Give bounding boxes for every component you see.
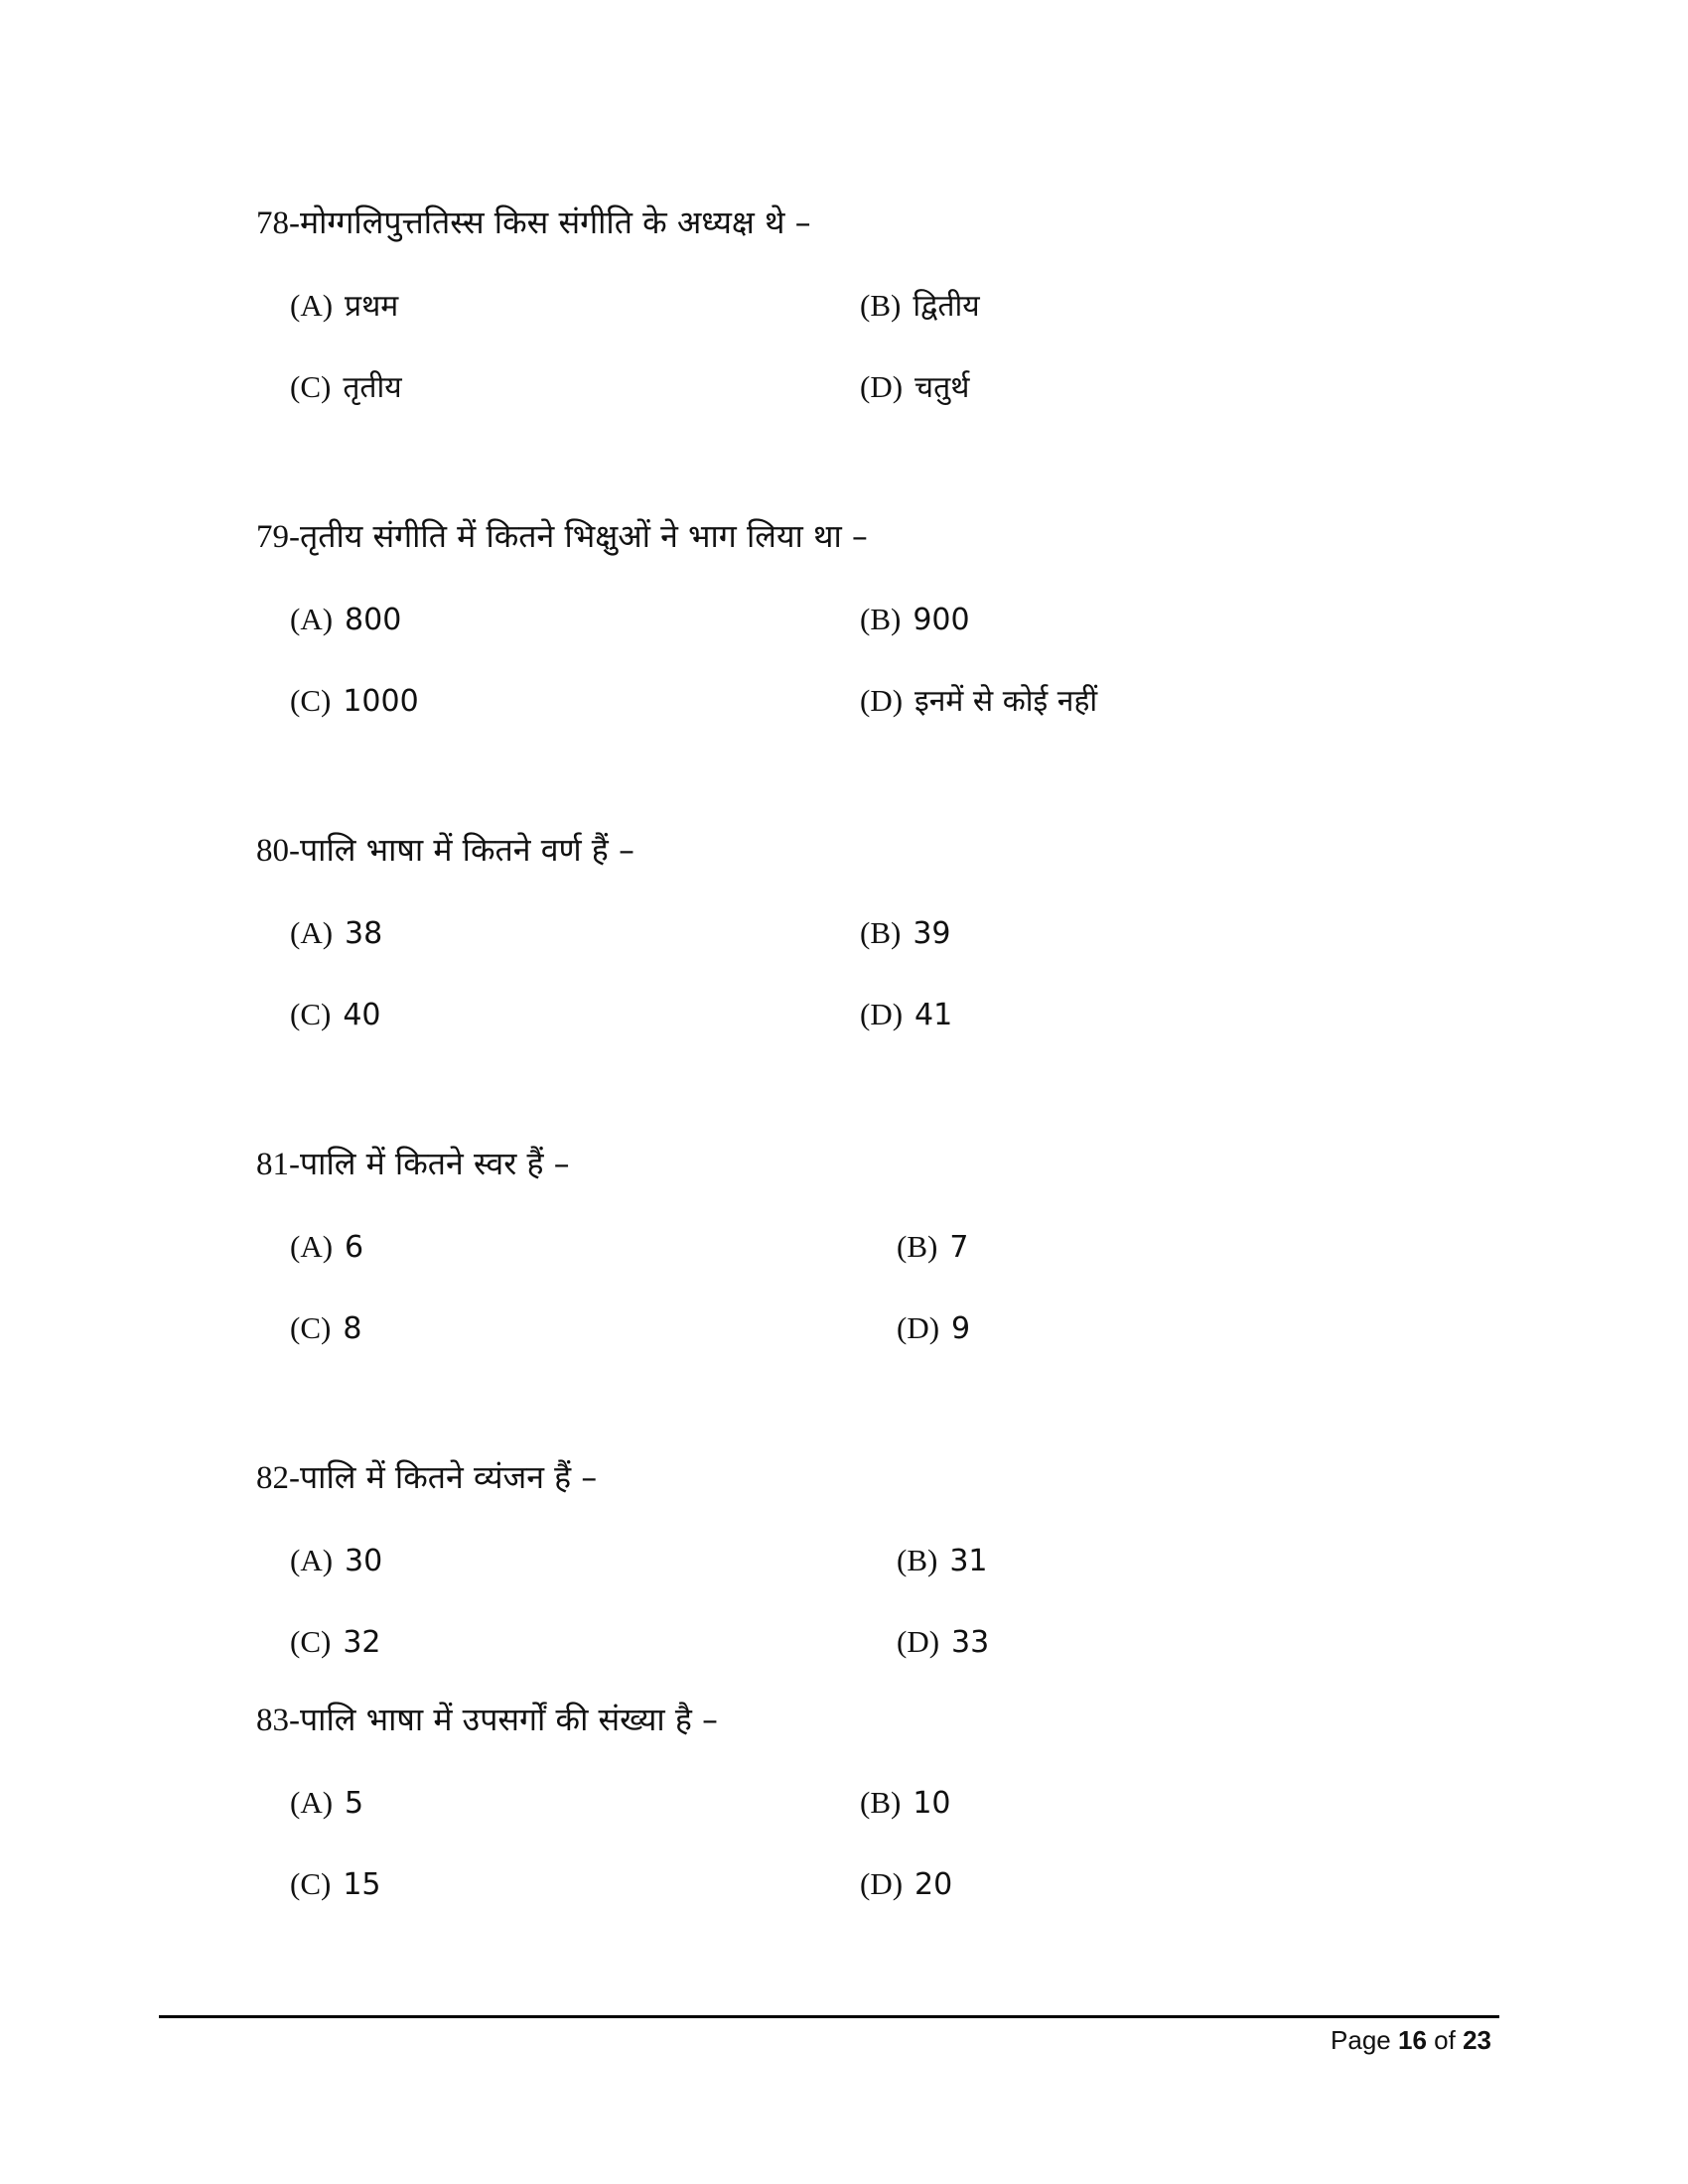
option-d: (D) 9 (897, 1310, 971, 1346)
option-a: (A) 5 (290, 1785, 364, 1821)
option-a: (A) 800 (290, 602, 402, 637)
question-number: 78- (256, 205, 300, 241)
question-number: 80- (256, 833, 300, 869)
current-page: 16 (1398, 2025, 1427, 2055)
total-pages: 23 (1463, 2025, 1491, 2055)
question-number: 81- (256, 1147, 300, 1182)
question-83 (256, 1700, 718, 1740)
option-d: (D) इनमें से कोई नहीं (860, 683, 1098, 719)
option-a: (A) 30 (290, 1543, 383, 1578)
option-b: (B) 39 (860, 915, 951, 951)
question-text: पालि में कितने स्वर हैं – (300, 1145, 570, 1182)
page-separator: of (1434, 2025, 1456, 2055)
option-c: (C) तृतीय (290, 369, 402, 405)
option-d: (D) 33 (897, 1624, 990, 1660)
page-number (1331, 2025, 1491, 2056)
question-80 (256, 830, 634, 871)
page-prefix: Page (1331, 2025, 1391, 2055)
question-82 (256, 1457, 597, 1498)
option-c: (C) 32 (290, 1624, 381, 1660)
option-d: (D) चतुर्थ (860, 369, 970, 405)
option-a: (A) 38 (290, 915, 383, 951)
footer-divider (159, 2015, 1499, 2018)
option-b: (B) 31 (897, 1543, 988, 1578)
question-text: मोग्गलिपुत्ततिस्स किस संगीति के अध्यक्ष थे – (300, 204, 811, 241)
option-b: (B) 900 (860, 602, 970, 637)
option-a: (A) 6 (290, 1229, 364, 1265)
option-b: (B) द्वितीय (860, 288, 980, 324)
option-c: (C) 1000 (290, 683, 419, 719)
option-c: (C) 40 (290, 997, 381, 1032)
question-81 (256, 1144, 570, 1184)
option-c: (C) 15 (290, 1866, 381, 1902)
option-a: (A) प्रथम (290, 288, 399, 324)
question-number: 79- (256, 519, 300, 555)
question-79 (256, 516, 868, 557)
question-text: पालि भाषा में कितने वर्ण हैं – (300, 831, 634, 869)
option-c: (C) 8 (290, 1310, 362, 1346)
question-number: 82- (256, 1460, 300, 1496)
option-b: (B) 10 (860, 1785, 951, 1821)
option-d: (D) 41 (860, 997, 953, 1032)
question-text: पालि में कितने व्यंजन हैं – (300, 1458, 598, 1496)
question-text: तृतीय संगीति में कितने भिक्षुओं ने भाग लिया था – (300, 517, 868, 555)
option-b: (B) 7 (897, 1229, 969, 1265)
question-number: 83- (256, 1703, 300, 1738)
question-78 (256, 203, 811, 243)
option-d: (D) 20 (860, 1866, 953, 1902)
question-text: पालि भाषा में उपसर्गों की संख्या है – (300, 1701, 719, 1738)
